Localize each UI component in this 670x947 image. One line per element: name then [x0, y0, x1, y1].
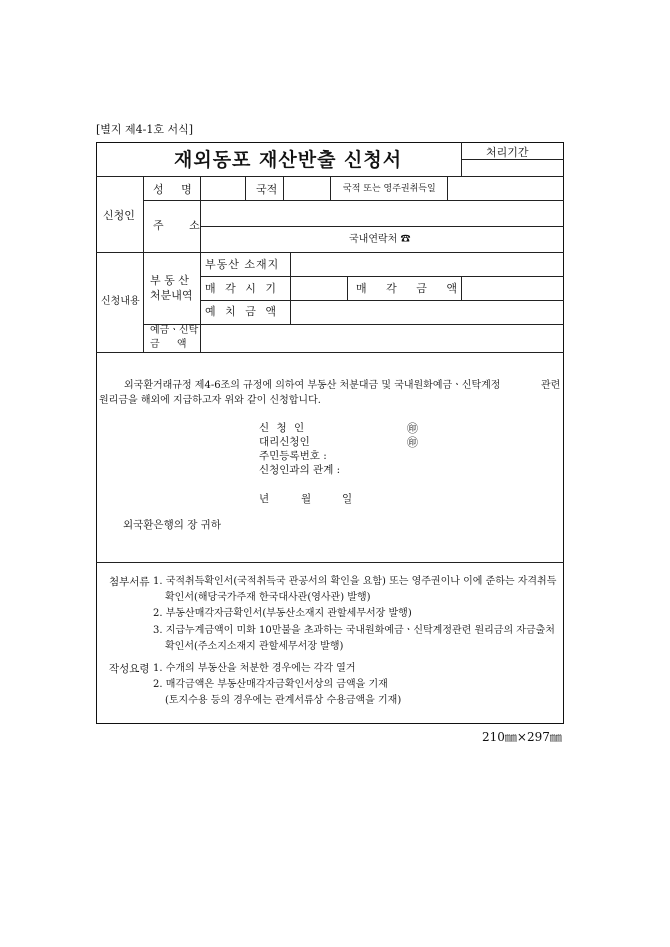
trust-amount-label: 금 액	[150, 339, 187, 350]
divider	[143, 176, 144, 352]
divider	[143, 200, 564, 201]
domestic-contact-label: 국내연락처 ☎	[349, 234, 411, 245]
realestate-group-label: 부 동 산	[150, 274, 189, 287]
divider	[96, 252, 564, 253]
request-section-label: 신청내용	[101, 296, 140, 307]
divider	[461, 276, 462, 300]
divider	[347, 276, 348, 300]
instruction-item: 1. 수개의 부동산을 처분한 경우에는 각각 열거	[153, 663, 356, 674]
divider	[143, 324, 564, 325]
paper-size-label: 210㎜×297㎜	[482, 730, 562, 744]
statement-text: 원리금을 해외에 지급하고자 위와 같이 신청합니다.	[99, 395, 321, 406]
statement-text: 외국환거래규정 제4-6조의 규정에 의하여 부동산 처분대금 및 국내원화예금ㆍ신탁계정	[124, 380, 501, 391]
applicant-section-label: 신청인	[103, 209, 135, 222]
divider	[330, 176, 331, 200]
divider	[96, 562, 564, 563]
attachment-item: 1. 국적취득확인서(국적취득국 관공서의 확인을 요함) 또는 영주권이나 이에 준하는 자격취득	[153, 576, 557, 587]
divider	[283, 176, 284, 200]
sale-amount-label: 매 각 금 액	[356, 282, 457, 295]
instruction-item: (토지수용 등의 경우에는 관계서류상 수용금액을 기재)	[165, 695, 402, 706]
proxy-applicant-label: 대리신청인	[259, 436, 310, 448]
statement-text: 관련	[541, 380, 561, 391]
divider	[200, 226, 564, 227]
instructions-label: 작성요령	[109, 663, 150, 675]
form-title: 재외동포 재산반출 신청서	[174, 149, 403, 171]
address-label: 주 소	[153, 219, 200, 232]
attachments-label: 첨부서류	[109, 576, 150, 588]
recipient-label: 외국환은행의 장 귀하	[123, 519, 221, 531]
seal-mark: ㊞	[407, 422, 418, 435]
seal-mark: ㊞	[407, 436, 418, 449]
property-location-label: 부동산 소재지	[205, 258, 280, 271]
realestate-group-label: 처분내역	[150, 289, 193, 302]
divider	[200, 252, 201, 352]
divider	[245, 176, 246, 200]
date-month: 월	[301, 493, 312, 505]
nationality-or-pr-label: 국적 또는 영주권취득일	[343, 184, 436, 194]
resident-number-label: 주민등록번호 :	[259, 450, 327, 462]
divider	[461, 159, 564, 160]
divider	[447, 176, 448, 200]
attachment-item: 확인서(주소지소재지 관할세무서장 발행)	[165, 641, 344, 652]
date-year: 년	[259, 493, 270, 505]
name-label: 성 명	[153, 183, 192, 196]
divider	[290, 252, 291, 324]
deposit-amount-label: 예 치 금 액	[205, 305, 276, 318]
divider	[200, 300, 564, 301]
attachment-item: 2. 부동산매각자금확인서(부동산소재지 관할세무서장 발행)	[153, 608, 412, 619]
attachment-item: 확인서(해당국가주재 한국대사관(영사관) 발행)	[165, 592, 371, 603]
trust-amount-label: 예금ㆍ신탁	[150, 325, 199, 336]
divider	[200, 276, 564, 277]
relation-label: 신청인과의 관계 :	[259, 464, 341, 476]
form-id: [별지 제4-1호 서식]	[96, 123, 194, 136]
sale-date-label: 매 각 시 기	[205, 282, 276, 295]
instruction-item: 2. 매각금액은 부동산매각자금확인서상의 금액을 기재	[153, 679, 388, 690]
attachment-item: 3. 지급누계금액이 미화 10만불을 초과하는 국내원화예금ㆍ신탁계정관련 원리금의 자금출처	[153, 625, 555, 636]
date-day: 일	[342, 493, 353, 505]
processing-period-label: 처리기간	[486, 146, 529, 159]
nationality-label: 국적	[256, 183, 278, 196]
divider	[96, 352, 564, 353]
applicant-signature-label: 신 청 인	[259, 422, 305, 434]
divider	[200, 176, 201, 252]
